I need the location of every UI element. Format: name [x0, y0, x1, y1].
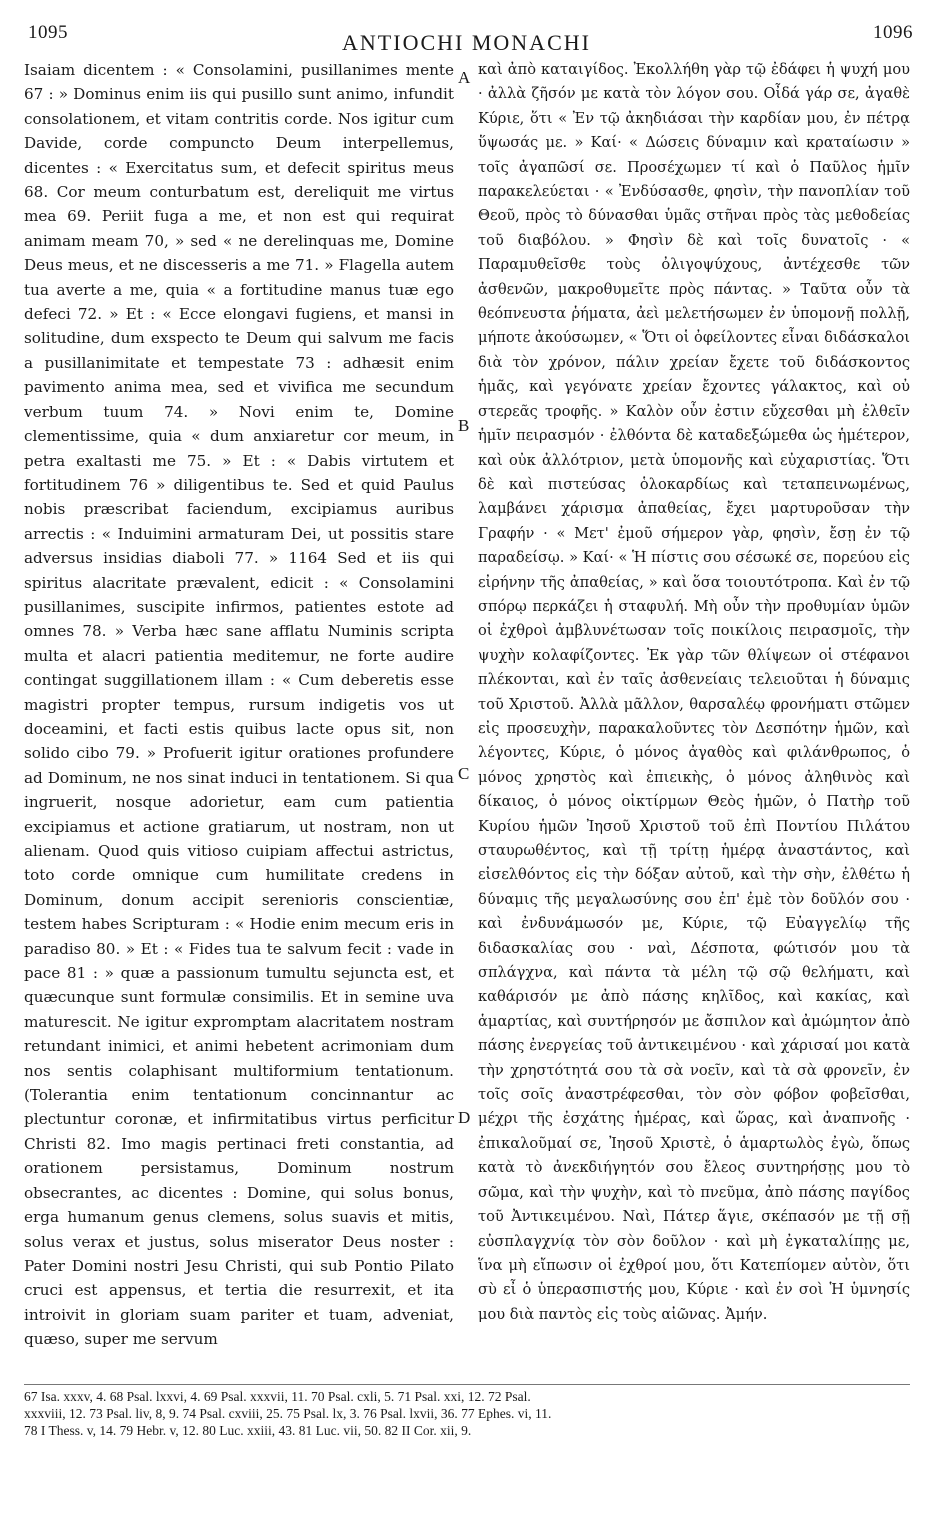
footnote-line: xxxviii, 12. 73 Psal. liv, 8, 9. 74 Psal. cxviii, 25. 75 Psal. lx, 3. 76 Psal. lxvii, 36. 77 Ephes. vi, 11.: [24, 1406, 552, 1421]
margin-letter-a: A: [458, 68, 471, 87]
footnote-line: 67 Isa. xxxv, 4. 68 Psal. lxxvi, 4. 69 Psal. xxxvii, 11. 70 Psal. cxli, 5. 71 Psal. xxi, 12. 72 Psal.: [24, 1389, 531, 1404]
latin-column: [24, 58, 454, 1378]
footnote-line: 78 I Thess. v, 14. 79 Hebr. v, 12. 80 Luc. xxiii, 43. 81 Luc. vii, 50. 82 II Cor. xii, 9.: [24, 1423, 472, 1438]
margin-letter-c: C: [458, 764, 470, 783]
footnotes: [24, 1388, 910, 1439]
greek-text: καὶ ἀπὸ καταιγίδος. Ἐκολλήθη γὰρ τῷ ἐδάφει ἡ ψυχή μου · ἀλλὰ ζῆσόν με κατὰ τὸν λόγον σου. Οἶδά γάρ σε, ἀγαθὲ Κύριε, ὅτι « Ἐν τῷ ἀκηδιάσαι τὴν καρδίαν μου, ἐν πέτρᾳ ὕψωσάς με. » Καί· « Δώσεις δύναμιν καὶ κραταίωσιν » τοῖς ἀγαπῶσί σε. Προσέχωμεν τί καὶ ὁ Παῦλος ἡμῖν παρακελεύεται · « Ἐνδύσασθε, φησὶν, τὴν πανοπλίαν τοῦ Θεοῦ, πρὸς τὸ δύνασθαι ὑμᾶς στῆναι πρὸς τὰς μεθοδείας τοῦ διαβόλου. » Φησὶν δὲ καὶ τοῖς δυνατοῖς · « Παραμυθεῖσθε τοὺς ὀλιγοψύχους, ἀντέχεσθε τῶν ἀσθενῶν, μακροθυμεῖτε πρὸς πάντας. » Ταῦτα οὖν τὰ θεόπνευστα ῥήματα, ἀεὶ μελετήσωμεν ἐν ὑπομονῇ πολλῇ, μήποτε ἀκούσωμεν, « Ὅτι οἱ ὀφείλοντες εἶναι διδάσκαλοι διὰ τὸν χρόνον, πάλιν χρείαν ἔχετε τοῦ διδάσκοντος ἡμᾶς, καὶ γεγόνατε χρείαν ἔχοντες γάλακτος, καὶ οὐ στερεᾶς τροφῆς. » Καλὸν οὖν ἐστιν εὔχεσθαι μὴ ἐλθεῖν ἡμῖν πειρασμόν · ἐλθόντα δὲ καταδεξώμεθα ὡς ἡμέτερον, καὶ οὐκ ἀλλότριον, μετὰ ὑπομονῆς καὶ εὐχαριστίας. Ὅτι δὲ καὶ πιστεύσας ὁλοκαρδίως καὶ τεταπεινωμένως, λαμβάνει χάρισμα ἀπαθείας, ἔχει μαρτυροῦσαν τὴν Γραφήν · « Μετ' ἐμοῦ σήμερον γὰρ, φησὶν, ἔσῃ ἐν τῷ παραδείσῳ. » Καί· « Ἡ πίστις σου σέσωκέ σε, πορεύου εἰς εἰρήνην τῆς ἀπαθείας, » καὶ ὅσα τοιουτότροπα. Καὶ ἐν τῷ σπόρῳ περκάζει ἡ σταφυλή. Μὴ οὖν τὴν προθυμίαν ὑμῶν οἱ ἐχθροὶ ἀμβλυνέτωσαν τοῖς ποικίλοις πειρασμοῖς, τὴν ψυχὴν κολαφίζοντες. Ἐκ γὰρ τῶν θλίψεων οἱ στέφανοι πλέκονται, καὶ ἐν ταῖς ἀσθενείαις τελειοῦται ἡ δύναμις τοῦ Χριστοῦ. Ἀλλὰ μᾶλλον, θαρσαλέῳ φρονήματι στῶμεν εἰς προσευχὴν, παρακαλοῦντες τὸν Δεσπότην ἡμῶν, καὶ λέγοντες, Κύριε, ὁ μόνος ἀγαθὸς καὶ φιλάνθρωπος, ὁ μόνος χρηστὸς καὶ ἐπιεικὴς, ὁ μόνος ἀληθινὸς καὶ δίκαιος, ὁ μόνος οἰκτίρμων Θεὸς ἡμῶν, ὁ Πατὴρ τοῦ Κυρίου ἡμῶν Ἰησοῦ Χριστοῦ τοῦ ἐπὶ Ποντίου Πιλάτου σταυρωθέντος, καὶ τῇ τρίτῃ ἡμέρᾳ ἀναστάντος, καὶ εἰσελθόντος εἰς τὴν δόξαν αὐτοῦ, καὶ τὴν σὴν, ἐλθέτω ἡ δύναμις τῆς μεγαλωσύνης σου ἐπ' ἐμὲ τὸν δοῦλόν σου · καὶ ἐνδυνάμωσόν με, Κύριε, τῷ Εὐαγγελίῳ τῆς διδασκαλίας σου · ναὶ, Δέσποτα, φώτισόν μου τὰ σπλάγχνα, καὶ πάντα τὰ μέλη τῷ σῷ θελήματι, καὶ καθάρισόν με ἀπὸ πάσης κηλῖδος, καὶ κακίας, καὶ ἁμαρτίας, καὶ συντήρησόν με ἄσπιλον καὶ ἀμώμητον ἀπὸ πάσης ἐνεργείας τοῦ ἀντικειμένου · καὶ χάρισαί μοι κατὰ τὴν χρηστότητά σου τὰ σὰ νοεῖν, καὶ τὰ σὰ φρονεῖν, ἐν τοῖς σοῖς ἀναστρέφεσθαι, τὸν σὸν φόβον φοβεῖσθαι, μέχρι τῆς ἐσχάτης ἡμέρας, καὶ ὥρας, καὶ ἀναπνοῆς · ἐπικαλοῦμαί σε, Ἰησοῦ Χριστὲ, ὁ ἁμαρτωλὸς ἐγὼ, ὅπως κατὰ τὸ ἀνεκδιήγητόν σου ἔλεος συντηρήσῃς μου τὸ σῶμα, καὶ τὴν ψυχὴν, καὶ τὸ πνεῦμα, ἀπὸ πάσης παγίδος τοῦ Ἀντικειμένου. Ναὶ, Πάτερ ἅγιε, σκέπασόν με τῇ σῇ εὐσπλαγχνίᾳ τὸν σὸν δοῦλον · καὶ μὴ ἐγκαταλίπῃς με, ἵνα μὴ εἴπωσιν οἱ ἐχθροί μου, ὅτι Κατεπίομεν αὐτὸν, ὅτι σὺ εἶ ὁ ὑπερασπιστής μου, Κύριε · καὶ ἐν σοὶ Ἡ ὑμνησίς μου διὰ παντὸς εἰς τοὺς αἰῶνας. Ἀμήν.: [478, 61, 910, 1323]
greek-column: [478, 58, 910, 1378]
margin-letter-b: B: [458, 416, 470, 435]
left-column-number: 1095: [28, 22, 68, 43]
running-title: ANTIOCHI MONACHI: [342, 30, 591, 55]
right-column-number: 1096: [873, 22, 913, 43]
page-header: [0, 22, 933, 62]
footnote-divider: [24, 1384, 910, 1385]
margin-letters: [454, 58, 478, 1378]
margin-letter-d: D: [458, 1108, 471, 1127]
latin-text: Isaiam dicentem : « Consolamini, pusillanimes mente 67 : » Dominus enim iis qui pusillo sunt animo, infundit consolationem, et vitam contritis corde. Nos igitur cum Davide, corde compuncto Deum interpellemus, dicentes : « Exercitatus sum, et defecit spiritus meus 68. Cor meum conturbatum est, dereliquit me virtus mea 69. Periit fuga a me, et non est qui requirat animam meam 70, » sed « ne derelinquas me, Domine Deus meus, et ne discesseris a me 71. » Flagella autem tua averte a me, quia « a fortitudine manus tuæ ego defeci 72. » Et : « Ecce elongavi fugiens, et mansi in solitudine, dum exspecto te Deum qui salvum me facis a pusillanimitate et tempestate 73 : adhæsit enim pavimento anima mea, sed et vivifica me secundum verbum tuum 74. » Novi enim te, Domine clementissime, quia « dum anxiaretur cor meum, in petra exaltasti me 75. » Et : « Dabis virtutem et fortitudinem 76 » diligentibus te. Sed et quid Paulus nobis præscribat faciendum, excipiamus auribus arrectis : « Induimini armaturam Dei, ut possitis stare adversus insidias diaboli 77. » 1164 Sed et iis qui spiritus alacritate prævalent, edicit : « Consolamini pusillanimes, suscipite infirmos, patientes estote ad omnes 78. » Verba hæc sane afflatu Numinis scripta multa et alacri patientia meditemur, ne forte audire contingat suggillationem illam : « Cum deberetis esse magistri propter tempus, rursum indigetis vos ut doceamini, et facti estis quibus lacte opus sit, non solido cibo 79. » Profuerit igitur orationes profundere ad Dominum, ne nos sinat induci in tentationem. Si qua ingruerit, nosque adorietur, eam cum patientia excipiamus et actione gratiarum, ut nostram, non ut alienam. Quod quis vitioso cuipiam affectui astrictus, toto corde omnique cum humilitate credens in Dominum, donum accipit serenioris conscientiæ, testem habes Scripturam : « Hodie enim mecum eris in paradiso 80. » Et : « Fides tua te salvum fecit : vade in pace 81 : » quæ a passionum tumultu sejuncta est, et quæcunque sunt formulæ consimilis. Et in semine uva maturescit. Ne igitur expromptam alacritatem nostram retundant inimici, et animi hebetent acrimoniam dum nos sentis colaphisant multiformium tentationum. (Tolerantia enim tentationum concinnantur ac plectuntur coronæ, et infirmitatibus virtus perficitur Christi 82. Imo magis pertinaci freti constantia, ad orationem persistamus, Dominum nostrum obsecrantes, ac dicentes : Domine, qui solus bonus, erga humanum genus clemens, solus suavis et mitis, solus verax et justus, solus miserator Deus noster : Pater Domini nostri Jesu Christi, qui sub Pontio Pilato cruci est appensus, et tertia die resurrexit, et ita introivit in gloriam suam pariter et tuam, adveniat, quæso, super me servum: [24, 61, 454, 1349]
